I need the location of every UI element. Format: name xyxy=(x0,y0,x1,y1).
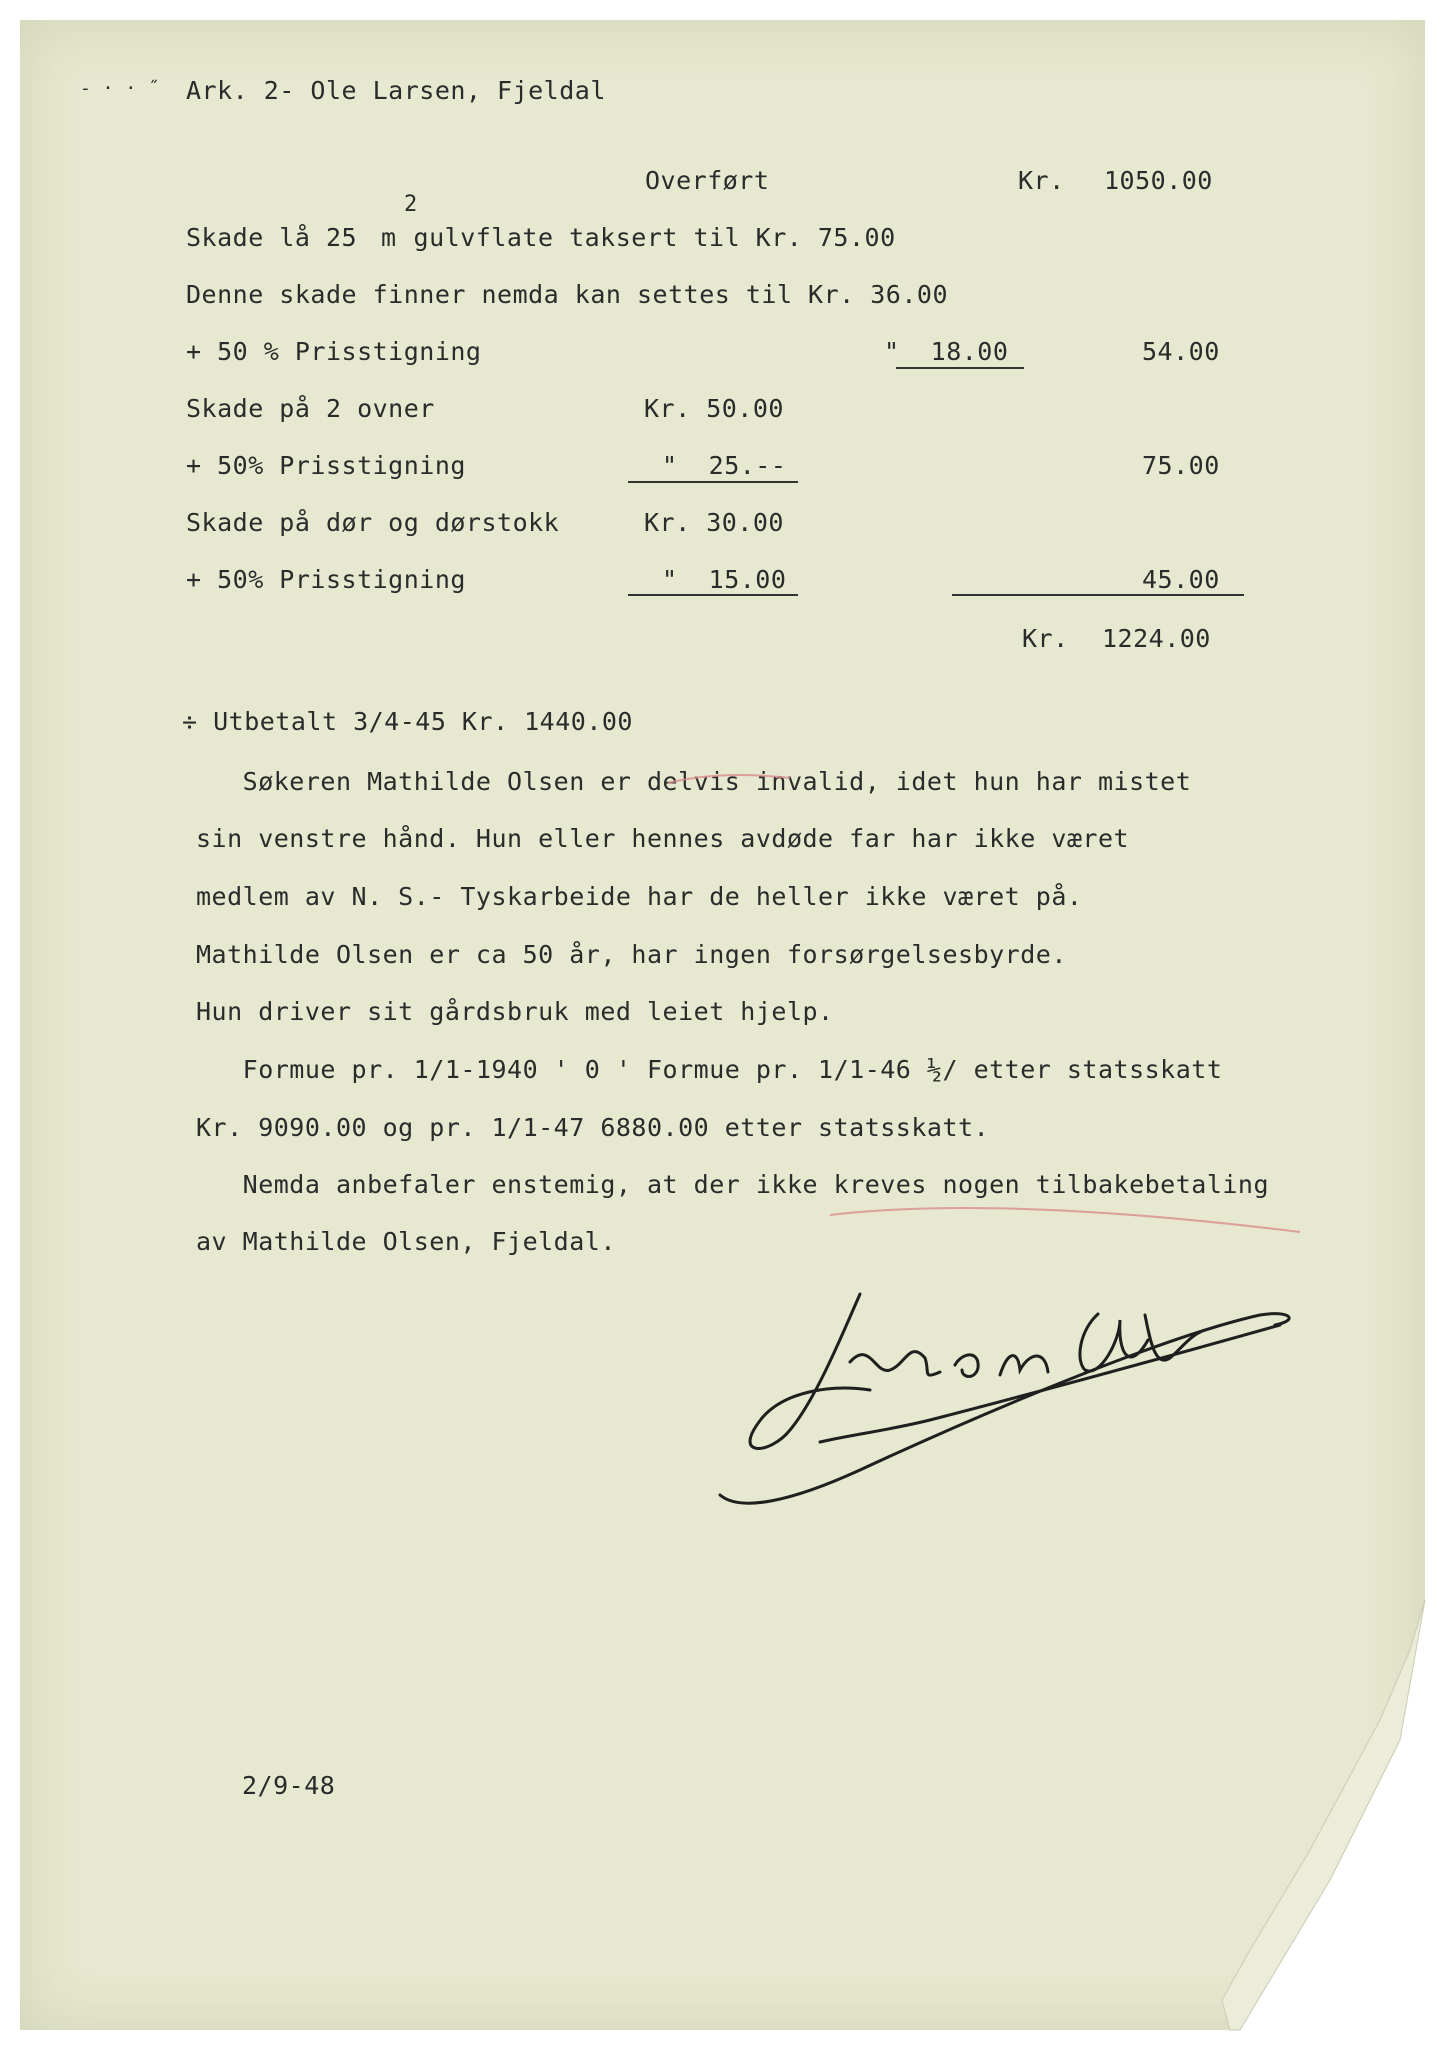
body-line: Hun driver sit gårdsbruk med leiet hjelp. xyxy=(196,997,834,1026)
item-label: Skade på 2 ovner xyxy=(186,394,435,423)
item-mid-amount: " 18.00 xyxy=(884,337,1009,366)
item-sub-amount: Kr. 50.00 xyxy=(644,394,784,423)
floor-damage-text-after: gulvflate taksert til Kr. 75.00 xyxy=(398,223,896,252)
floor-damage-exponent: 2 xyxy=(404,192,418,217)
item-label: Skade på dør og dørstokk xyxy=(186,508,560,537)
item-label: + 50% Prisstigning xyxy=(186,565,466,594)
body-line: Mathilde Olsen er ca 50 år, har ingen forsørgelsesbyrde. xyxy=(196,940,1067,969)
item-sub-amount: " 25.-- xyxy=(662,451,787,480)
transfer-amount: 1050.00 xyxy=(1104,166,1213,195)
item-sub-amount: Kr. 30.00 xyxy=(644,508,784,537)
item-label: + 50% Prisstigning xyxy=(186,451,466,480)
recommendation-line: av Mathilde Olsen, Fjeldal. xyxy=(196,1227,616,1256)
committee-line: Denne skade finner nemda kan settes til Kr. 36.00 xyxy=(186,280,949,309)
body-line: sin venstre hånd. Hun eller hennes avdøde far har ikke været xyxy=(196,824,1130,853)
floor-damage-unit: m xyxy=(381,223,397,252)
wealth-line: Kr. 9090.00 og pr. 1/1-47 6880.00 etter statsskatt. xyxy=(196,1113,990,1142)
body-line: medlem av N. S.- Tyskarbeide har de heller ikke været på. xyxy=(196,882,1083,911)
wealth-line: Formue pr. 1/1-1940 ' 0 ' Formue pr. 1/1-46 ½/ etter statsskatt xyxy=(196,1055,1223,1084)
margin-marks: - · · ˝ xyxy=(80,78,160,99)
paid-line: ÷ Utbetalt 3/4-45 Kr. 1440.00 xyxy=(182,707,633,736)
item-right-amount: 45.00 xyxy=(1142,565,1220,594)
signature xyxy=(700,1280,1320,1520)
item-sub-amount: " 15.00 xyxy=(662,565,787,594)
transfer-label: Overført xyxy=(645,166,770,195)
document-date: 2/9-48 xyxy=(242,1771,336,1800)
total-currency: Kr. xyxy=(1022,624,1069,653)
floor-damage-text-before: Skade lå 25 xyxy=(186,223,373,252)
item-right-amount: 54.00 xyxy=(1142,337,1220,366)
recommendation-line: Nemda anbefaler enstemig, at der ikke kreves nogen tilbakebetaling xyxy=(196,1170,1270,1199)
total-amount: 1224.00 xyxy=(1102,624,1211,653)
body-line: Søkeren Mathilde Olsen er delvis invalid, idet hun har mistet xyxy=(196,767,1192,796)
document-header: Ark. 2- Ole Larsen, Fjeldal xyxy=(186,76,606,105)
item-label: + 50 % Prisstigning xyxy=(186,337,482,366)
item-right-amount: 75.00 xyxy=(1142,451,1220,480)
transfer-currency: Kr. xyxy=(1018,166,1065,195)
